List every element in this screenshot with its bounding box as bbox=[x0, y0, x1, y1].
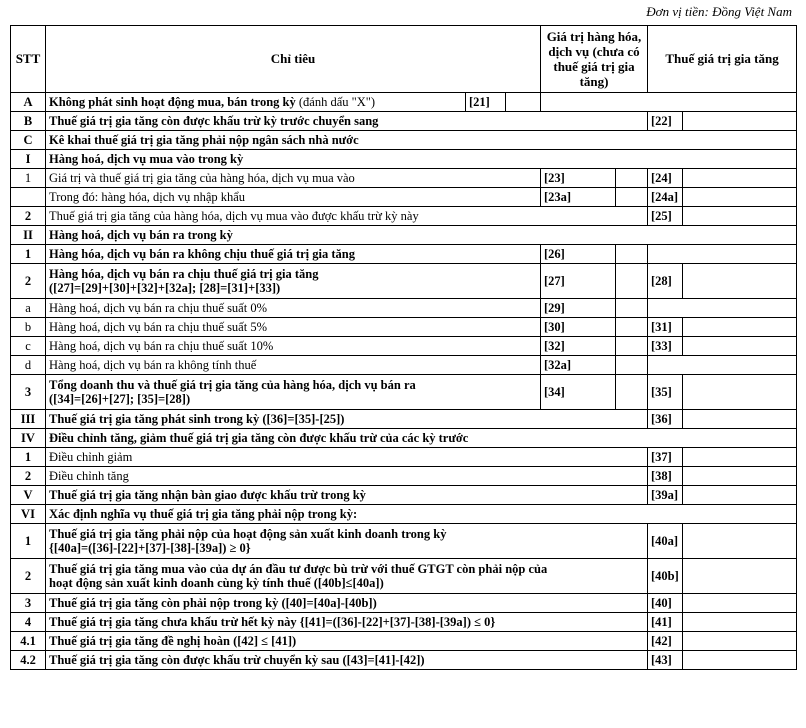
row-vi-1 bbox=[11, 524, 797, 559]
row-ii-a-stt: a bbox=[11, 299, 46, 318]
row-a-stt: A bbox=[11, 93, 46, 112]
row-ii-c-input-val[interactable] bbox=[616, 337, 648, 356]
row-b-stt: B bbox=[11, 112, 46, 131]
row-i-2 bbox=[11, 207, 797, 226]
header-thue: Thuế giá trị gia tăng bbox=[648, 26, 797, 93]
row-vi-4-2-input-tax[interactable] bbox=[683, 651, 797, 670]
row-iv-stt: IV bbox=[11, 429, 46, 448]
row-iv-2-input-tax[interactable] bbox=[683, 467, 797, 486]
row-i-1a-code-val: [23a] bbox=[541, 188, 616, 207]
row-i-2-code-tax: [25] bbox=[648, 207, 683, 226]
row-i-1-stt: 1 bbox=[11, 169, 46, 188]
row-i-1a-input-tax[interactable] bbox=[683, 188, 797, 207]
row-ii-1-stt: 1 bbox=[11, 245, 46, 264]
row-iv-2-code-tax: [38] bbox=[648, 467, 683, 486]
row-c bbox=[11, 131, 797, 150]
row-vi-4-1-stt: 4.1 bbox=[11, 632, 46, 651]
row-ii-3-input-tax[interactable] bbox=[683, 375, 797, 410]
row-ii-1-empty bbox=[648, 245, 797, 264]
row-ii-a-empty bbox=[648, 299, 797, 318]
row-ii-d bbox=[11, 356, 797, 375]
row-iii bbox=[11, 410, 797, 429]
row-ii-stt: II bbox=[11, 226, 46, 245]
row-iv-2-stt: 2 bbox=[11, 467, 46, 486]
row-ii-3-label: Tổng doanh thu và thuế giá trị gia tăng của hàng hóa, dịch vụ bán ra ([34]=[26]+[27]; [35]=[28]) bbox=[46, 375, 541, 410]
row-i-1-code-val: [23] bbox=[541, 169, 616, 188]
row-i-1 bbox=[11, 169, 797, 188]
row-vi-1-input-tax[interactable] bbox=[683, 524, 797, 559]
row-vi-4-1-input-tax[interactable] bbox=[683, 632, 797, 651]
row-ii-c-label: Hàng hoá, dịch vụ bán ra chịu thuế suất 10% bbox=[46, 337, 541, 356]
row-i-1a-input-val[interactable] bbox=[616, 188, 648, 207]
row-iv-2 bbox=[11, 467, 797, 486]
row-a-empty bbox=[541, 93, 797, 112]
row-vi-4 bbox=[11, 613, 797, 632]
row-ii-3-input-val[interactable] bbox=[616, 375, 648, 410]
row-i-2-stt: 2 bbox=[11, 207, 46, 226]
row-iii-stt: III bbox=[11, 410, 46, 429]
row-i-1-label: Giá trị và thuế giá trị gia tăng của hàng hóa, dịch vụ mua vào bbox=[46, 169, 541, 188]
row-ii-label: Hàng hoá, dịch vụ bán ra trong kỳ bbox=[46, 226, 797, 245]
row-ii-1-code-val: [26] bbox=[541, 245, 616, 264]
vat-declaration-table bbox=[10, 25, 797, 670]
header-stt: STT bbox=[11, 26, 46, 93]
row-ii-3-stt: 3 bbox=[11, 375, 46, 410]
row-iv-label: Điều chỉnh tăng, giảm thuế giá trị gia tăng còn được khấu trừ của các kỳ trước bbox=[46, 429, 797, 448]
row-ii-d-input-val[interactable] bbox=[616, 356, 648, 375]
row-ii-d-empty bbox=[648, 356, 797, 375]
row-ii-b-input-val[interactable] bbox=[616, 318, 648, 337]
row-ii-a bbox=[11, 299, 797, 318]
row-c-label: Kê khai thuế giá trị gia tăng phải nộp ngân sách nhà nước bbox=[46, 131, 797, 150]
row-vi-3-code-tax: [40] bbox=[648, 594, 683, 613]
row-b-input-tax[interactable] bbox=[683, 112, 797, 131]
row-ii-1-label: Hàng hóa, dịch vụ bán ra không chịu thuế giá trị gia tăng bbox=[46, 245, 541, 264]
row-vi-3-input-tax[interactable] bbox=[683, 594, 797, 613]
row-vi-4-input-tax[interactable] bbox=[683, 613, 797, 632]
row-vi-3-stt: 3 bbox=[11, 594, 46, 613]
row-vi-4-2-stt: 4.2 bbox=[11, 651, 46, 670]
row-iv bbox=[11, 429, 797, 448]
row-b-label: Thuế giá trị gia tăng còn được khấu trừ kỳ trước chuyển sang bbox=[46, 112, 648, 131]
row-b-code-tax: [22] bbox=[648, 112, 683, 131]
row-vi-2 bbox=[11, 559, 797, 594]
row-ii-b-code-val: [30] bbox=[541, 318, 616, 337]
row-ii-1-input-val[interactable] bbox=[616, 245, 648, 264]
row-ii-2-code-val: [27] bbox=[541, 264, 616, 299]
row-ii-a-label: Hàng hoá, dịch vụ bán ra chịu thuế suất 0% bbox=[46, 299, 541, 318]
row-iv-1 bbox=[11, 448, 797, 467]
row-i bbox=[11, 150, 797, 169]
row-ii-a-input-val[interactable] bbox=[616, 299, 648, 318]
row-a-label: Không phát sinh hoạt động mua, bán trong kỳ (đánh dấu "X") bbox=[46, 93, 466, 112]
row-vi-label: Xác định nghĩa vụ thuế giá trị gia tăng phải nộp trong kỳ: bbox=[46, 505, 797, 524]
row-ii-2-input-val[interactable] bbox=[616, 264, 648, 299]
row-vi-1-label: Thuế giá trị gia tăng phải nộp của hoạt động sản xuất kinh doanh trong kỳ {[40a]=([36]-[22]+[37]-[38]-[39a]) ≥ 0} bbox=[46, 524, 648, 559]
header-gia-tri: Giá trị hàng hóa, dịch vụ (chưa có thuế giá trị gia tăng) bbox=[541, 26, 648, 93]
row-vi-4-2-code-tax: [43] bbox=[648, 651, 683, 670]
row-ii-d-label: Hàng hoá, dịch vụ bán ra không tính thuế bbox=[46, 356, 541, 375]
row-iv-1-input-tax[interactable] bbox=[683, 448, 797, 467]
header-chi-tieu: Chỉ tiêu bbox=[46, 26, 541, 93]
row-vi-4-label: Thuế giá trị gia tăng chưa khấu trừ hết kỳ này {[41]=([36]-[22]+[37]-[38]-[39a]) ≤ 0} bbox=[46, 613, 648, 632]
row-vi-2-input-tax[interactable] bbox=[683, 559, 797, 594]
row-i-1-code-tax: [24] bbox=[648, 169, 683, 188]
row-i-1a bbox=[11, 188, 797, 207]
row-ii-2 bbox=[11, 264, 797, 299]
row-ii-2-input-tax[interactable] bbox=[683, 264, 797, 299]
row-a bbox=[11, 93, 797, 112]
row-vi-3 bbox=[11, 594, 797, 613]
row-vi-4-1-label: Thuế giá trị gia tăng đề nghị hoàn ([42] ≤ [41]) bbox=[46, 632, 648, 651]
row-ii-d-stt: d bbox=[11, 356, 46, 375]
row-iv-2-label: Điều chỉnh tăng bbox=[46, 467, 648, 486]
row-vi-4-code-tax: [41] bbox=[648, 613, 683, 632]
row-iii-code-tax: [36] bbox=[648, 410, 683, 429]
row-a-checkbox-cell[interactable] bbox=[506, 93, 541, 112]
row-vi-4-1 bbox=[11, 632, 797, 651]
row-ii-c-stt: c bbox=[11, 337, 46, 356]
row-v-stt: V bbox=[11, 486, 46, 505]
row-ii-b-input-tax[interactable] bbox=[683, 318, 797, 337]
row-i-1a-label: Trong đó: hàng hóa, dịch vụ nhập khẩu bbox=[46, 188, 541, 207]
row-ii-c-code-val: [32] bbox=[541, 337, 616, 356]
row-ii-b-stt: b bbox=[11, 318, 46, 337]
row-a-code: [21] bbox=[466, 93, 506, 112]
row-vi-2-stt: 2 bbox=[11, 559, 46, 594]
row-ii-1 bbox=[11, 245, 797, 264]
row-i-2-label: Thuế giá trị gia tăng của hàng hóa, dịch vụ mua vào được khấu trừ kỳ này bbox=[46, 207, 648, 226]
row-ii-b-code-tax: [31] bbox=[648, 318, 683, 337]
row-ii-2-code-tax: [28] bbox=[648, 264, 683, 299]
row-i-1a-code-tax: [24a] bbox=[648, 188, 683, 207]
row-vi-3-label: Thuế giá trị gia tăng còn phải nộp trong kỳ ([40]=[40a]-[40b]) bbox=[46, 594, 648, 613]
row-i-1-input-tax[interactable] bbox=[683, 169, 797, 188]
row-vi-4-2 bbox=[11, 651, 797, 670]
row-ii-3-code-val: [34] bbox=[541, 375, 616, 410]
row-i-stt: I bbox=[11, 150, 46, 169]
row-ii-a-code-val: [29] bbox=[541, 299, 616, 318]
row-vi-2-label: Thuế giá trị gia tăng mua vào của dự án đầu tư được bù trừ với thuế GTGT còn phải nộp của hoạt động sản xuất kinh doanh cùng kỳ tính thuế ([40b]≤[40a]) bbox=[46, 559, 648, 594]
row-ii-3-code-tax: [35] bbox=[648, 375, 683, 410]
row-b bbox=[11, 112, 797, 131]
row-iv-1-code-tax: [37] bbox=[648, 448, 683, 467]
row-vi-stt: VI bbox=[11, 505, 46, 524]
row-i-2-input-tax[interactable] bbox=[683, 207, 797, 226]
row-ii-b bbox=[11, 318, 797, 337]
header-row bbox=[11, 26, 797, 93]
row-iii-label: Thuế giá trị gia tăng phát sinh trong kỳ ([36]=[35]-[25]) bbox=[46, 410, 648, 429]
currency-unit-note: Đơn vị tiền: Đồng Việt Nam bbox=[646, 4, 792, 19]
row-vi-4-1-code-tax: [42] bbox=[648, 632, 683, 651]
row-v bbox=[11, 486, 797, 505]
row-vi-2-code-tax: [40b] bbox=[648, 559, 683, 594]
row-ii-c-code-tax: [33] bbox=[648, 337, 683, 356]
row-vi-4-stt: 4 bbox=[11, 613, 46, 632]
row-i-1a-stt bbox=[11, 188, 46, 207]
row-iii-input-tax[interactable] bbox=[683, 410, 797, 429]
row-iv-1-stt: 1 bbox=[11, 448, 46, 467]
row-ii-3 bbox=[11, 375, 797, 410]
row-vi-1-stt: 1 bbox=[11, 524, 46, 559]
row-ii-d-code-val: [32a] bbox=[541, 356, 616, 375]
row-v-label: Thuế giá trị gia tăng nhận bàn giao được khấu trừ trong kỳ bbox=[46, 486, 648, 505]
row-vi bbox=[11, 505, 797, 524]
row-ii-2-stt: 2 bbox=[11, 264, 46, 299]
row-ii-c bbox=[11, 337, 797, 356]
row-v-code-tax: [39a] bbox=[648, 486, 683, 505]
row-vi-1-code-tax: [40a] bbox=[648, 524, 683, 559]
row-i-label: Hàng hoá, dịch vụ mua vào trong kỳ bbox=[46, 150, 797, 169]
row-vi-4-2-label: Thuế giá trị gia tăng còn được khấu trừ chuyển kỳ sau ([43]=[41]-[42]) bbox=[46, 651, 648, 670]
row-v-input-tax[interactable] bbox=[683, 486, 797, 505]
row-iv-1-label: Điều chỉnh giảm bbox=[46, 448, 648, 467]
row-ii-b-label: Hàng hoá, dịch vụ bán ra chịu thuế suất 5% bbox=[46, 318, 541, 337]
row-ii bbox=[11, 226, 797, 245]
row-c-stt: C bbox=[11, 131, 46, 150]
row-ii-2-label: Hàng hóa, dịch vụ bán ra chịu thuế giá trị gia tăng ([27]=[29]+[30]+[32]+[32a]; [28]=[31]+[33]) bbox=[46, 264, 541, 299]
row-i-1-input-val[interactable] bbox=[616, 169, 648, 188]
row-ii-c-input-tax[interactable] bbox=[683, 337, 797, 356]
